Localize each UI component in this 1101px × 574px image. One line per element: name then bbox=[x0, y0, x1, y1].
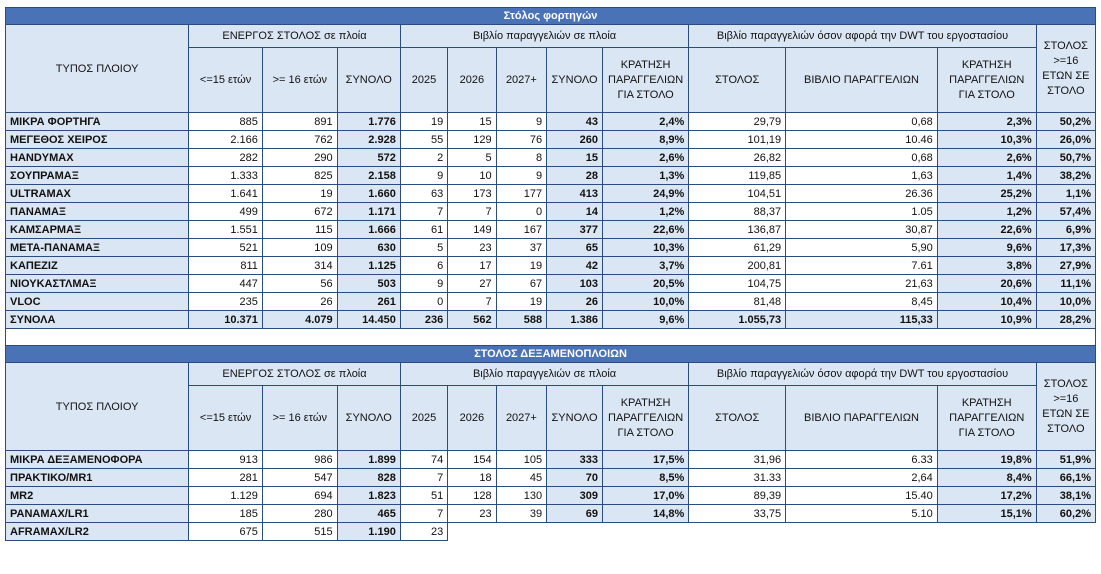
type-header: ΤΥΠΟΣ ΠΛΟΙΟΥ bbox=[6, 25, 189, 113]
table-row bbox=[6, 221, 1096, 239]
value-cell: 7.61 bbox=[786, 257, 938, 275]
old-fleet-header: ΣΤΟΛΟΣ >=16 ΕΤΩΝ ΣΕ ΣΤΟΛΟ bbox=[1036, 25, 1095, 113]
header-row bbox=[6, 25, 1096, 48]
value-cell: 57,4% bbox=[1036, 203, 1095, 221]
value-cell: 101,19 bbox=[689, 131, 786, 149]
value-cell: 235 bbox=[189, 293, 263, 311]
value-cell: 31.33 bbox=[689, 469, 786, 487]
value-cell: 1.171 bbox=[337, 203, 400, 221]
table-row bbox=[6, 149, 1096, 167]
fleet-tables bbox=[5, 7, 1096, 541]
value-cell: 5.10 bbox=[786, 505, 938, 523]
column-header: 2027+ bbox=[496, 386, 547, 451]
value-cell: 23 bbox=[400, 523, 447, 541]
ship-type-cell: ΜΕΤΑ-ΠΑΝΑΜΑΞ bbox=[6, 239, 189, 257]
header-row bbox=[6, 363, 1096, 386]
value-cell: 9,6% bbox=[937, 239, 1036, 257]
value-cell: 76 bbox=[496, 131, 547, 149]
value-cell: 630 bbox=[337, 239, 400, 257]
value-cell: 30,87 bbox=[786, 221, 938, 239]
value-cell: 1.129 bbox=[189, 487, 263, 505]
value-cell: 2.928 bbox=[337, 131, 400, 149]
ship-type-cell: ΚΑΜΣΑΡΜΑΞ bbox=[6, 221, 189, 239]
tanker-title: ΣΤΟΛΟΣ ΔΕΞΑΜΕΝΟΠΛΟΙΩΝ bbox=[6, 346, 1096, 363]
value-cell: 167 bbox=[496, 221, 547, 239]
value-cell: 17,5% bbox=[602, 451, 688, 469]
table-row bbox=[6, 451, 1096, 469]
value-cell: 22,6% bbox=[937, 221, 1036, 239]
value-cell: 9 bbox=[400, 275, 447, 293]
value-cell: 499 bbox=[189, 203, 263, 221]
value-cell: 66,1% bbox=[1036, 469, 1095, 487]
total-cell: 236 bbox=[400, 311, 447, 329]
value-cell: 63 bbox=[400, 185, 447, 203]
value-cell: 1,63 bbox=[786, 167, 938, 185]
value-cell: 42 bbox=[547, 257, 603, 275]
value-cell: 986 bbox=[262, 451, 337, 469]
value-cell: 67 bbox=[496, 275, 547, 293]
value-cell: 5 bbox=[448, 149, 496, 167]
value-cell: 10,0% bbox=[1036, 293, 1095, 311]
table-row bbox=[6, 113, 1096, 131]
value-cell: 282 bbox=[189, 149, 263, 167]
value-cell: 115 bbox=[262, 221, 337, 239]
ship-type-cell: ΣΟΥΠΡΑΜΑΞ bbox=[6, 167, 189, 185]
value-cell: 7 bbox=[448, 203, 496, 221]
value-cell: 1,4% bbox=[937, 167, 1036, 185]
value-cell: 19 bbox=[400, 113, 447, 131]
ship-type-cell: MR2 bbox=[6, 487, 189, 505]
value-cell: 413 bbox=[547, 185, 603, 203]
ship-type-cell: ΠΑΝΑΜΑΞ bbox=[6, 203, 189, 221]
value-cell: 17,3% bbox=[1036, 239, 1095, 257]
value-cell: 23 bbox=[448, 239, 496, 257]
value-cell: 50,7% bbox=[1036, 149, 1095, 167]
value-cell: 26,0% bbox=[1036, 131, 1095, 149]
type-header: ΤΥΠΟΣ ΠΛΟΙΟΥ bbox=[6, 363, 189, 451]
value-cell: 38,1% bbox=[1036, 487, 1095, 505]
column-header: ΣΥΝΟΛΟ bbox=[337, 48, 400, 113]
value-cell: 177 bbox=[496, 185, 547, 203]
value-cell: 3,8% bbox=[937, 257, 1036, 275]
value-cell: 20,5% bbox=[602, 275, 688, 293]
value-cell: 103 bbox=[547, 275, 603, 293]
value-cell: 447 bbox=[189, 275, 263, 293]
value-cell: 309 bbox=[547, 487, 603, 505]
value-cell: 9 bbox=[496, 113, 547, 131]
value-cell: 8,4% bbox=[937, 469, 1036, 487]
value-cell: 104,75 bbox=[689, 275, 786, 293]
value-cell: 25,2% bbox=[937, 185, 1036, 203]
value-cell: 149 bbox=[448, 221, 496, 239]
value-cell: 51,9% bbox=[1036, 451, 1095, 469]
fleet-table bbox=[5, 7, 1096, 541]
value-cell: 18 bbox=[448, 469, 496, 487]
value-cell: 10.46 bbox=[786, 131, 938, 149]
value-cell: 31,96 bbox=[689, 451, 786, 469]
value-cell: 15 bbox=[448, 113, 496, 131]
column-header: 2026 bbox=[448, 386, 496, 451]
value-cell: 39 bbox=[496, 505, 547, 523]
totals-row bbox=[6, 311, 1096, 329]
total-cell: 9,6% bbox=[602, 311, 688, 329]
column-header: 2027+ bbox=[496, 48, 547, 113]
ship-type-cell: PANAMAX/LR1 bbox=[6, 505, 189, 523]
column-header: ΣΤΟΛΟΣ bbox=[689, 48, 786, 113]
column-header: ΣΥΝΟΛΟ bbox=[547, 48, 603, 113]
ship-type-cell: HANDYMAX bbox=[6, 149, 189, 167]
value-cell: 6.33 bbox=[786, 451, 938, 469]
value-cell: 28 bbox=[547, 167, 603, 185]
value-cell: 26 bbox=[547, 293, 603, 311]
value-cell: 136,87 bbox=[689, 221, 786, 239]
value-cell: 70 bbox=[547, 469, 603, 487]
value-cell: 27,9% bbox=[1036, 257, 1095, 275]
value-cell: 1.776 bbox=[337, 113, 400, 131]
value-cell: 1.551 bbox=[189, 221, 263, 239]
value-cell: 260 bbox=[547, 131, 603, 149]
table-row bbox=[6, 185, 1096, 203]
ship-type-cell: AFRAMAX/LR2 bbox=[6, 523, 189, 541]
value-cell: 280 bbox=[262, 505, 337, 523]
value-cell: 20,6% bbox=[937, 275, 1036, 293]
value-cell: 7 bbox=[400, 203, 447, 221]
value-cell: 828 bbox=[337, 469, 400, 487]
value-cell: 672 bbox=[262, 203, 337, 221]
value-cell: 2,4% bbox=[602, 113, 688, 131]
total-cell: 1.386 bbox=[547, 311, 603, 329]
value-cell: 10,3% bbox=[937, 131, 1036, 149]
value-cell: 200,81 bbox=[689, 257, 786, 275]
value-cell: 89,39 bbox=[689, 487, 786, 505]
value-cell: 7 bbox=[448, 293, 496, 311]
value-cell: 8,45 bbox=[786, 293, 938, 311]
value-cell: 811 bbox=[189, 257, 263, 275]
value-cell: 290 bbox=[262, 149, 337, 167]
value-cell: 1.125 bbox=[337, 257, 400, 275]
bulk-title: Στόλος φορτηγών bbox=[6, 8, 1096, 25]
total-cell: 10,9% bbox=[937, 311, 1036, 329]
value-cell: 0 bbox=[496, 203, 547, 221]
value-cell: 503 bbox=[337, 275, 400, 293]
column-header: <=15 ετών bbox=[189, 386, 263, 451]
value-cell: 694 bbox=[262, 487, 337, 505]
value-cell: 314 bbox=[262, 257, 337, 275]
column-header: ΚΡΑΤΗΣΗ ΠΑΡΑΓΓΕΛΙΩΝ ΓΙΑ ΣΤΟΛΟ bbox=[937, 48, 1036, 113]
value-cell: 1.660 bbox=[337, 185, 400, 203]
value-cell: 9 bbox=[496, 167, 547, 185]
value-cell: 10 bbox=[448, 167, 496, 185]
value-cell: 26.36 bbox=[786, 185, 938, 203]
table-row bbox=[6, 505, 1096, 523]
value-cell: 547 bbox=[262, 469, 337, 487]
value-cell: 27 bbox=[448, 275, 496, 293]
value-cell: 885 bbox=[189, 113, 263, 131]
value-cell: 0,68 bbox=[786, 113, 938, 131]
orderbook-header: Βιβλίο παραγγελιών σε πλοία bbox=[400, 363, 688, 386]
value-cell: 0,68 bbox=[786, 149, 938, 167]
value-cell: 38,2% bbox=[1036, 167, 1095, 185]
table-row bbox=[6, 487, 1096, 505]
value-cell: 5 bbox=[400, 239, 447, 257]
value-cell: 1,2% bbox=[937, 203, 1036, 221]
column-header: ΒΙΒΛΙΟ ΠΑΡΑΓΓΕΛΙΩΝ bbox=[786, 48, 938, 113]
value-cell: 74 bbox=[400, 451, 447, 469]
total-cell: 562 bbox=[448, 311, 496, 329]
value-cell: 119,85 bbox=[689, 167, 786, 185]
column-header: >= 16 ετών bbox=[262, 48, 337, 113]
totals-label: ΣΥΝΟΛΑ bbox=[6, 311, 189, 329]
table-row bbox=[6, 257, 1096, 275]
value-cell: 0 bbox=[400, 293, 447, 311]
value-cell: 17,0% bbox=[602, 487, 688, 505]
ship-type-cell: ULTRAMAX bbox=[6, 185, 189, 203]
value-cell: 8,5% bbox=[602, 469, 688, 487]
value-cell: 14 bbox=[547, 203, 603, 221]
value-cell: 6,9% bbox=[1036, 221, 1095, 239]
cut-off-area bbox=[448, 523, 1096, 541]
value-cell: 15.40 bbox=[786, 487, 938, 505]
value-cell: 19 bbox=[262, 185, 337, 203]
column-header: 2026 bbox=[448, 48, 496, 113]
table-row bbox=[6, 275, 1096, 293]
value-cell: 762 bbox=[262, 131, 337, 149]
table-row bbox=[6, 131, 1096, 149]
value-cell: 891 bbox=[262, 113, 337, 131]
value-cell: 2.166 bbox=[189, 131, 263, 149]
value-cell: 2,3% bbox=[937, 113, 1036, 131]
value-cell: 572 bbox=[337, 149, 400, 167]
value-cell: 185 bbox=[189, 505, 263, 523]
value-cell: 22,6% bbox=[602, 221, 688, 239]
value-cell: 2,64 bbox=[786, 469, 938, 487]
value-cell: 60,2% bbox=[1036, 505, 1095, 523]
value-cell: 1.666 bbox=[337, 221, 400, 239]
value-cell: 515 bbox=[262, 523, 337, 541]
total-cell: 10.371 bbox=[189, 311, 263, 329]
value-cell: 65 bbox=[547, 239, 603, 257]
value-cell: 1.190 bbox=[337, 523, 400, 541]
ship-type-cell: ΚΑΠΕΖΙΖ bbox=[6, 257, 189, 275]
value-cell: 26 bbox=[262, 293, 337, 311]
column-header: ΚΡΑΤΗΣΗ ΠΑΡΑΓΓΕΛΙΩΝ ΓΙΑ ΣΤΟΛΟ bbox=[937, 386, 1036, 451]
value-cell: 10,4% bbox=[937, 293, 1036, 311]
value-cell: 10,0% bbox=[602, 293, 688, 311]
value-cell: 333 bbox=[547, 451, 603, 469]
value-cell: 51 bbox=[400, 487, 447, 505]
column-header: ΣΤΟΛΟΣ bbox=[689, 386, 786, 451]
total-cell: 4.079 bbox=[262, 311, 337, 329]
total-cell: 588 bbox=[496, 311, 547, 329]
dwt-orderbook-header: Βιβλίο παραγγελιών όσον αφορά την DWT του εργοστασίου bbox=[689, 25, 1036, 48]
value-cell: 19 bbox=[496, 257, 547, 275]
value-cell: 26,82 bbox=[689, 149, 786, 167]
value-cell: 37 bbox=[496, 239, 547, 257]
column-header: 2025 bbox=[400, 386, 447, 451]
column-header: ΒΙΒΛΙΟ ΠΑΡΑΓΓΕΛΙΩΝ bbox=[786, 386, 938, 451]
ship-type-cell: ΜΙΚΡΑ ΦΟΡΤΗΓΑ bbox=[6, 113, 189, 131]
value-cell: 14,8% bbox=[602, 505, 688, 523]
value-cell: 1.641 bbox=[189, 185, 263, 203]
ship-type-cell: ΠΡΑΚΤΙΚΟ/MR1 bbox=[6, 469, 189, 487]
column-header: <=15 ετών bbox=[189, 48, 263, 113]
value-cell: 1.333 bbox=[189, 167, 263, 185]
value-cell: 675 bbox=[189, 523, 263, 541]
value-cell: 15,1% bbox=[937, 505, 1036, 523]
table-row bbox=[6, 469, 1096, 487]
dwt-orderbook-header: Βιβλίο παραγγελιών όσον αφορά την DWT του εργοστασίου bbox=[689, 363, 1036, 386]
value-cell: 17,2% bbox=[937, 487, 1036, 505]
value-cell: 2 bbox=[400, 149, 447, 167]
ship-type-cell: ΜΕΓΕΘΟΣ ΧΕΙΡΟΣ bbox=[6, 131, 189, 149]
column-header: ΚΡΑΤΗΣΗ ΠΑΡΑΓΓΕΛΙΩΝ ΓΙΑ ΣΤΟΛΟ bbox=[602, 386, 688, 451]
value-cell: 825 bbox=[262, 167, 337, 185]
value-cell: 8 bbox=[496, 149, 547, 167]
value-cell: 6 bbox=[400, 257, 447, 275]
column-header: ΣΥΝΟΛΟ bbox=[547, 386, 603, 451]
value-cell: 9 bbox=[400, 167, 447, 185]
total-cell: 28,2% bbox=[1036, 311, 1095, 329]
value-cell: 50,2% bbox=[1036, 113, 1095, 131]
value-cell: 88,37 bbox=[689, 203, 786, 221]
table-row bbox=[6, 167, 1096, 185]
active-fleet-header: ΕΝΕΡΓΟΣ ΣΤΟΛΟΣ σε πλοία bbox=[189, 25, 401, 48]
value-cell: 43 bbox=[547, 113, 603, 131]
value-cell: 1,2% bbox=[602, 203, 688, 221]
column-header: 2025 bbox=[400, 48, 447, 113]
value-cell: 15 bbox=[547, 149, 603, 167]
table-row bbox=[6, 293, 1096, 311]
total-cell: 1.055,73 bbox=[689, 311, 786, 329]
total-cell: 14.450 bbox=[337, 311, 400, 329]
value-cell: 19 bbox=[496, 293, 547, 311]
section-gap bbox=[6, 329, 1096, 346]
active-fleet-header: ΕΝΕΡΓΟΣ ΣΤΟΛΟΣ σε πλοία bbox=[189, 363, 401, 386]
value-cell: 261 bbox=[337, 293, 400, 311]
value-cell: 7 bbox=[400, 505, 447, 523]
value-cell: 8,9% bbox=[602, 131, 688, 149]
value-cell: 2,6% bbox=[602, 149, 688, 167]
value-cell: 69 bbox=[547, 505, 603, 523]
value-cell: 281 bbox=[189, 469, 263, 487]
value-cell: 1.823 bbox=[337, 487, 400, 505]
column-header: >= 16 ετών bbox=[262, 386, 337, 451]
ship-type-cell: ΝΙΟΥΚΑΣΤΛΜΑΞ bbox=[6, 275, 189, 293]
table-row bbox=[6, 523, 1096, 541]
value-cell: 17 bbox=[448, 257, 496, 275]
value-cell: 1,3% bbox=[602, 167, 688, 185]
table-row bbox=[6, 239, 1096, 257]
value-cell: 1.899 bbox=[337, 451, 400, 469]
value-cell: 1,1% bbox=[1036, 185, 1095, 203]
value-cell: 154 bbox=[448, 451, 496, 469]
value-cell: 33,75 bbox=[689, 505, 786, 523]
value-cell: 24,9% bbox=[602, 185, 688, 203]
ship-type-cell: ΜΙΚΡΑ ΔΕΞΑΜΕΝΟΦΟΡΑ bbox=[6, 451, 189, 469]
value-cell: 61 bbox=[400, 221, 447, 239]
value-cell: 3,7% bbox=[602, 257, 688, 275]
value-cell: 7 bbox=[400, 469, 447, 487]
column-header: ΣΥΝΟΛΟ bbox=[337, 386, 400, 451]
orderbook-header: Βιβλίο παραγγελιών σε πλοία bbox=[400, 25, 688, 48]
value-cell: 173 bbox=[448, 185, 496, 203]
value-cell: 5,90 bbox=[786, 239, 938, 257]
value-cell: 105 bbox=[496, 451, 547, 469]
value-cell: 23 bbox=[448, 505, 496, 523]
value-cell: 104,51 bbox=[689, 185, 786, 203]
value-cell: 465 bbox=[337, 505, 400, 523]
value-cell: 81,48 bbox=[689, 293, 786, 311]
value-cell: 55 bbox=[400, 131, 447, 149]
value-cell: 2.158 bbox=[337, 167, 400, 185]
value-cell: 10,3% bbox=[602, 239, 688, 257]
value-cell: 109 bbox=[262, 239, 337, 257]
value-cell: 56 bbox=[262, 275, 337, 293]
value-cell: 11,1% bbox=[1036, 275, 1095, 293]
value-cell: 2,6% bbox=[937, 149, 1036, 167]
old-fleet-header: ΣΤΟΛΟΣ >=16 ΕΤΩΝ ΣΕ ΣΤΟΛΟ bbox=[1036, 363, 1095, 451]
value-cell: 130 bbox=[496, 487, 547, 505]
value-cell: 45 bbox=[496, 469, 547, 487]
total-cell: 115,33 bbox=[786, 311, 938, 329]
value-cell: 19,8% bbox=[937, 451, 1036, 469]
value-cell: 377 bbox=[547, 221, 603, 239]
value-cell: 129 bbox=[448, 131, 496, 149]
value-cell: 1.05 bbox=[786, 203, 938, 221]
column-header: ΚΡΑΤΗΣΗ ΠΑΡΑΓΓΕΛΙΩΝ ΓΙΑ ΣΤΟΛΟ bbox=[602, 48, 688, 113]
ship-type-cell: VLOC bbox=[6, 293, 189, 311]
value-cell: 521 bbox=[189, 239, 263, 257]
value-cell: 61,29 bbox=[689, 239, 786, 257]
value-cell: 21,63 bbox=[786, 275, 938, 293]
value-cell: 29,79 bbox=[689, 113, 786, 131]
value-cell: 128 bbox=[448, 487, 496, 505]
value-cell: 913 bbox=[189, 451, 263, 469]
table-row bbox=[6, 203, 1096, 221]
